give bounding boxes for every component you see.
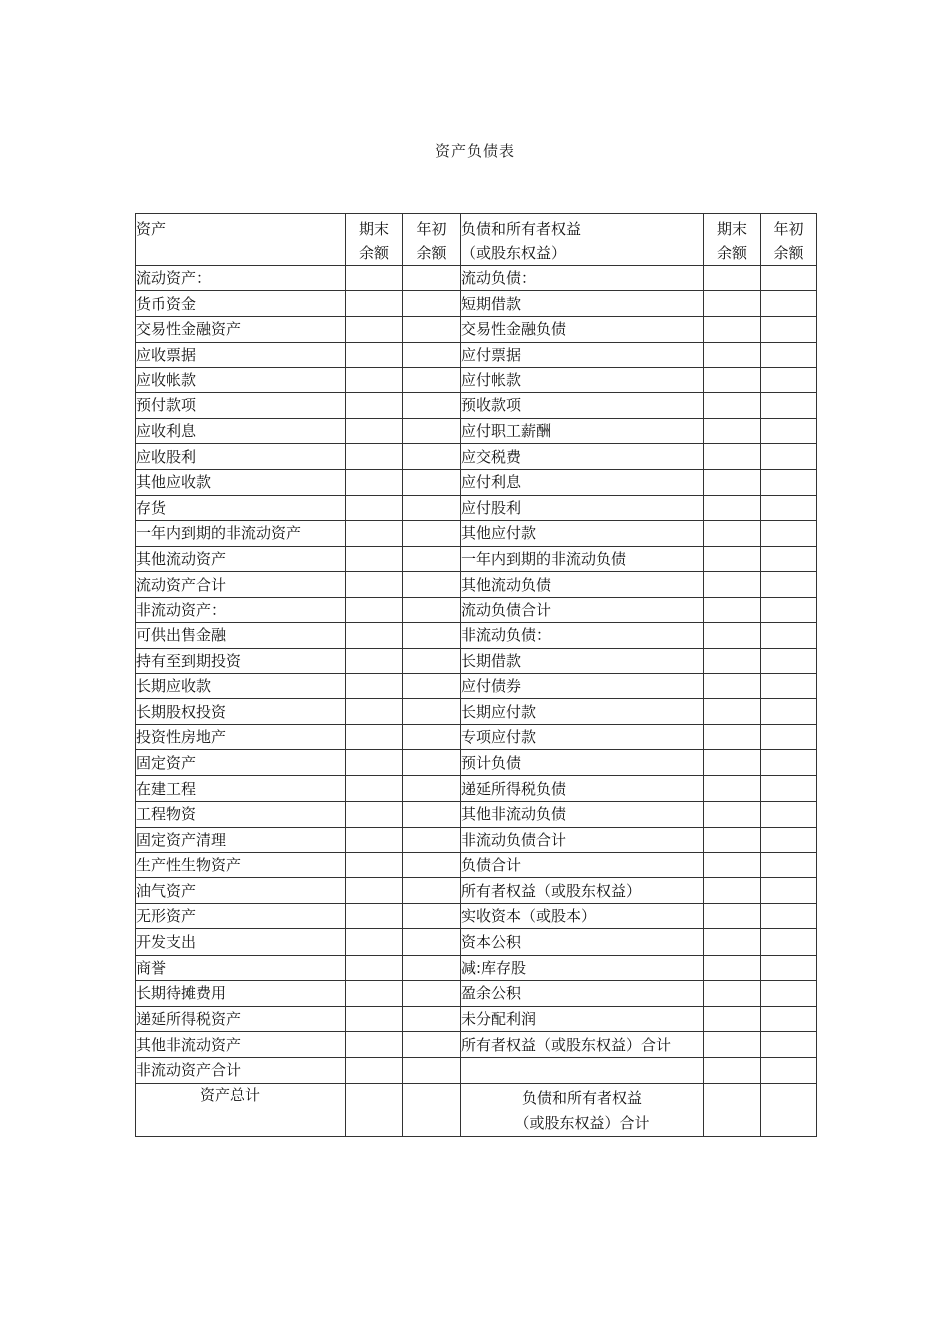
asset-begin-balance-cell[interactable] [403,673,461,698]
liability-end-balance-cell[interactable] [704,801,761,827]
liability-end-balance-cell[interactable] [704,572,761,598]
asset-begin-balance-cell[interactable] [403,470,461,495]
table-row [136,1058,817,1083]
liability-item-label: 其他非流动负债 [461,801,704,827]
table-row [136,801,817,827]
asset-begin-balance-cell[interactable] [403,546,461,571]
liability-begin-balance-cell[interactable] [761,852,817,877]
asset-begin-balance-cell[interactable] [403,392,461,418]
liability-end-balance-cell[interactable] [704,698,761,724]
liability-item-label: 应付利息 [461,470,704,495]
asset-item-label: 交易性金融资产 [136,317,346,342]
asset-item-label: 流动资产合计 [136,572,346,598]
liability-begin-balance-cell[interactable] [761,673,817,698]
liability-item-label: 流动负债合计 [461,598,704,623]
liability-item-label: 所有者权益（或股东权益） [461,878,704,904]
asset-item-label: 其他非流动资产 [136,1032,346,1058]
asset-begin-balance-cell[interactable] [403,598,461,623]
liability-item-label: 递延所得税负债 [461,776,704,801]
liability-begin-balance-cell[interactable] [761,495,817,520]
liability-end-balance-cell[interactable] [704,495,761,520]
asset-begin-balance-cell[interactable] [403,367,461,392]
asset-item-label: 存货 [136,495,346,520]
page-title: 资产负债表 [434,142,515,160]
begin-balance-header: 年初 余额 [403,214,461,266]
liability-end-balance-cell[interactable] [704,904,761,929]
asset-begin-balance-cell[interactable] [403,648,461,673]
table-row [136,419,817,444]
liability-begin-balance-cell[interactable] [761,725,817,750]
total-liabilities-equity-label: 负债和所有者权益 （或股东权益）合计 [461,1083,704,1136]
liability-begin-balance-cell[interactable] [761,776,817,801]
table-row [136,367,817,392]
asset-begin-balance-cell[interactable] [403,419,461,444]
table-row [136,852,817,877]
asset-begin-balance-cell[interactable] [403,878,461,904]
asset-begin-balance-cell[interactable] [403,776,461,801]
asset-begin-balance-cell[interactable] [403,980,461,1006]
liability-end-balance-cell[interactable] [704,955,761,980]
asset-item-label: 货币资金 [136,291,346,317]
liability-item-label: 交易性金融负债 [461,317,704,342]
asset-end-balance-cell[interactable] [346,1006,403,1031]
liability-end-balance-cell[interactable] [704,1032,761,1058]
liability-end-balance-cell[interactable] [704,520,761,546]
liability-end-balance-cell[interactable] [704,546,761,571]
liability-begin-balance-cell[interactable] [761,698,817,724]
asset-begin-balance-cell[interactable] [403,929,461,955]
asset-end-balance-cell[interactable] [346,827,403,852]
asset-item-label: 应收利息 [136,419,346,444]
table-row [136,904,817,929]
asset-begin-balance-cell[interactable] [403,266,461,291]
asset-end-balance-cell[interactable] [346,698,403,724]
liability-item-label: 应付帐款 [461,367,704,392]
liability-item-label: 应付职工薪酬 [461,419,704,444]
liability-end-balance-cell[interactable] [704,827,761,852]
liability-item-label: 长期借款 [461,648,704,673]
total-liabilities-equity-begin[interactable] [761,1083,817,1136]
table-row [136,546,817,571]
asset-item-label: 其他应收款 [136,470,346,495]
asset-end-balance-cell[interactable] [346,878,403,904]
asset-end-balance-cell[interactable] [346,725,403,750]
asset-item-label: 工程物资 [136,801,346,827]
asset-end-balance-cell[interactable] [346,546,403,571]
asset-item-label: 非流动资产： [136,598,346,623]
table-row [136,342,817,367]
asset-item-label: 无形资产 [136,904,346,929]
asset-begin-balance-cell[interactable] [403,1006,461,1031]
asset-end-balance-cell[interactable] [346,444,403,470]
asset-end-balance-cell[interactable] [346,852,403,877]
asset-begin-balance-cell[interactable] [403,801,461,827]
liability-end-balance-cell[interactable] [704,852,761,877]
liability-item-label: 应付债券 [461,673,704,698]
liabilities-equity-header: 负债和所有者权益 （或股东权益） [461,214,704,266]
end-balance-header-right: 期末 余额 [704,214,761,266]
liability-begin-balance-cell[interactable] [761,342,817,367]
asset-begin-balance-cell[interactable] [403,698,461,724]
table-row [136,827,817,852]
asset-end-balance-cell[interactable] [346,266,403,291]
liability-end-balance-cell[interactable] [704,392,761,418]
liability-begin-balance-cell[interactable] [761,1058,817,1083]
liability-end-balance-cell[interactable] [704,878,761,904]
liability-begin-balance-cell[interactable] [761,1006,817,1031]
table-row [136,1006,817,1031]
asset-begin-balance-cell[interactable] [403,955,461,980]
liability-item-label: 所有者权益（或股东权益）合计 [461,1032,704,1058]
table-row [136,1032,817,1058]
table-row [136,266,817,291]
liability-item-label: 非流动负债合计 [461,827,704,852]
table-row [136,698,817,724]
table-row [136,392,817,418]
liability-begin-balance-cell[interactable] [761,546,817,571]
liability-item-label: 盈余公积 [461,980,704,1006]
liability-end-balance-cell[interactable] [704,623,761,648]
asset-item-label: 生产性生物资产 [136,852,346,877]
balance-sheet-table [135,213,817,1137]
liability-end-balance-cell[interactable] [704,1058,761,1083]
liability-end-balance-cell[interactable] [704,980,761,1006]
liability-item-label [461,1058,704,1083]
table-row [136,776,817,801]
liability-begin-balance-cell[interactable] [761,598,817,623]
liability-item-label: 应付票据 [461,342,704,367]
liability-end-balance-cell[interactable] [704,673,761,698]
asset-item-label: 可供出售金融 [136,623,346,648]
liability-begin-balance-cell[interactable] [761,980,817,1006]
asset-begin-balance-cell[interactable] [403,827,461,852]
asset-begin-balance-cell[interactable] [403,725,461,750]
asset-item-label: 流动资产： [136,266,346,291]
begin-balance-header-right: 年初 余额 [761,214,817,266]
liability-item-label: 负债合计 [461,852,704,877]
asset-end-balance-cell[interactable] [346,801,403,827]
asset-item-label: 预付款项 [136,392,346,418]
asset-begin-balance-cell[interactable] [403,291,461,317]
table-row [136,444,817,470]
liability-begin-balance-cell[interactable] [761,878,817,904]
asset-item-label: 一年内到期的非流动资产 [136,520,346,546]
asset-item-label: 其他流动资产 [136,546,346,571]
asset-end-balance-cell[interactable] [346,342,403,367]
asset-begin-balance-cell[interactable] [403,750,461,776]
liability-begin-balance-cell[interactable] [761,266,817,291]
liability-item-label: 实收资本（或股本） [461,904,704,929]
table-row [136,520,817,546]
total-assets-begin[interactable] [403,1083,461,1136]
total-assets-label: 资产总计 [136,1083,346,1136]
asset-end-balance-cell[interactable] [346,419,403,444]
asset-end-balance-cell[interactable] [346,1058,403,1083]
asset-begin-balance-cell[interactable] [403,572,461,598]
liability-begin-balance-cell[interactable] [761,419,817,444]
asset-item-label: 油气资产 [136,878,346,904]
liability-end-balance-cell[interactable] [704,1006,761,1031]
liability-end-balance-cell[interactable] [704,419,761,444]
asset-end-balance-cell[interactable] [346,392,403,418]
asset-item-label: 应收股利 [136,444,346,470]
table-row [136,725,817,750]
asset-begin-balance-cell[interactable] [403,1032,461,1058]
asset-end-balance-cell[interactable] [346,776,403,801]
liability-end-balance-cell[interactable] [704,266,761,291]
liability-end-balance-cell[interactable] [704,444,761,470]
liability-begin-balance-cell[interactable] [761,572,817,598]
liability-item-label: 其他流动负债 [461,572,704,598]
liability-item-label: 减:库存股 [461,955,704,980]
asset-item-label: 持有至到期投资 [136,648,346,673]
liability-begin-balance-cell[interactable] [761,317,817,342]
table-row [136,750,817,776]
asset-item-label: 长期待摊费用 [136,980,346,1006]
liability-begin-balance-cell[interactable] [761,520,817,546]
liability-end-balance-cell[interactable] [704,750,761,776]
asset-begin-balance-cell[interactable] [403,342,461,367]
table-row [136,623,817,648]
liability-end-balance-cell[interactable] [704,470,761,495]
liability-begin-balance-cell[interactable] [761,367,817,392]
liability-begin-balance-cell[interactable] [761,750,817,776]
liability-end-balance-cell[interactable] [704,929,761,955]
liability-begin-balance-cell[interactable] [761,470,817,495]
liability-item-label: 一年内到期的非流动负债 [461,546,704,571]
table-row [136,291,817,317]
table-row [136,955,817,980]
asset-end-balance-cell[interactable] [346,623,403,648]
liability-item-label: 预收款项 [461,392,704,418]
liability-item-label: 应交税费 [461,444,704,470]
liability-item-label: 其他应付款 [461,520,704,546]
liability-begin-balance-cell[interactable] [761,444,817,470]
asset-item-label: 开发支出 [136,929,346,955]
asset-begin-balance-cell[interactable] [403,495,461,520]
liability-item-label: 预计负债 [461,750,704,776]
asset-item-label: 长期股权投资 [136,698,346,724]
asset-end-balance-cell[interactable] [346,598,403,623]
asset-end-balance-cell[interactable] [346,470,403,495]
asset-begin-balance-cell[interactable] [403,444,461,470]
header-row [136,214,817,266]
asset-item-label: 长期应收款 [136,673,346,698]
table-row [136,470,817,495]
asset-begin-balance-cell[interactable] [403,623,461,648]
liability-item-label: 专项应付款 [461,725,704,750]
asset-end-balance-cell[interactable] [346,673,403,698]
asset-begin-balance-cell[interactable] [403,317,461,342]
table-row [136,495,817,520]
table-row [136,648,817,673]
asset-end-balance-cell[interactable] [346,1032,403,1058]
asset-end-balance-cell[interactable] [346,495,403,520]
liability-begin-balance-cell[interactable] [761,1032,817,1058]
assets-header: 资产 [136,214,346,266]
liability-end-balance-cell[interactable] [704,648,761,673]
asset-end-balance-cell[interactable] [346,520,403,546]
liability-begin-balance-cell[interactable] [761,648,817,673]
asset-begin-balance-cell[interactable] [403,1058,461,1083]
liability-begin-balance-cell[interactable] [761,929,817,955]
liability-end-balance-cell[interactable] [704,317,761,342]
table-row [136,929,817,955]
liability-item-label: 非流动负债： [461,623,704,648]
table-row [136,317,817,342]
asset-end-balance-cell[interactable] [346,572,403,598]
liability-end-balance-cell[interactable] [704,342,761,367]
asset-end-balance-cell[interactable] [346,750,403,776]
asset-end-balance-cell[interactable] [346,980,403,1006]
asset-item-label: 投资性房地产 [136,725,346,750]
asset-end-balance-cell[interactable] [346,929,403,955]
liability-item-label: 应付股利 [461,495,704,520]
end-balance-header: 期末 余额 [346,214,403,266]
liability-begin-balance-cell[interactable] [761,291,817,317]
total-assets-end[interactable] [346,1083,403,1136]
liability-item-label: 资本公积 [461,929,704,955]
table-row [136,878,817,904]
table-row [136,572,817,598]
liability-begin-balance-cell[interactable] [761,392,817,418]
asset-item-label: 应收帐款 [136,367,346,392]
asset-item-label: 非流动资产合计 [136,1058,346,1083]
total-liabilities-equity-end[interactable] [704,1083,761,1136]
liability-item-label: 流动负债： [461,266,704,291]
liability-end-balance-cell[interactable] [704,776,761,801]
asset-begin-balance-cell[interactable] [403,904,461,929]
liability-end-balance-cell[interactable] [704,598,761,623]
asset-begin-balance-cell[interactable] [403,852,461,877]
liability-begin-balance-cell[interactable] [761,955,817,980]
liability-end-balance-cell[interactable] [704,291,761,317]
total-row [136,1083,817,1136]
liability-begin-balance-cell[interactable] [761,623,817,648]
asset-end-balance-cell[interactable] [346,648,403,673]
asset-end-balance-cell[interactable] [346,904,403,929]
liability-item-label: 短期借款 [461,291,704,317]
asset-item-label: 固定资产 [136,750,346,776]
liability-begin-balance-cell[interactable] [761,904,817,929]
asset-begin-balance-cell[interactable] [403,520,461,546]
liability-begin-balance-cell[interactable] [761,801,817,827]
asset-end-balance-cell[interactable] [346,317,403,342]
asset-item-label: 递延所得税资产 [136,1006,346,1031]
liability-end-balance-cell[interactable] [704,725,761,750]
asset-end-balance-cell[interactable] [346,367,403,392]
asset-end-balance-cell[interactable] [346,955,403,980]
asset-item-label: 在建工程 [136,776,346,801]
liability-item-label: 长期应付款 [461,698,704,724]
asset-item-label: 固定资产清理 [136,827,346,852]
liability-begin-balance-cell[interactable] [761,827,817,852]
asset-item-label: 商誉 [136,955,346,980]
table-row [136,598,817,623]
table-row [136,673,817,698]
liability-item-label: 未分配利润 [461,1006,704,1031]
asset-item-label: 应收票据 [136,342,346,367]
asset-end-balance-cell[interactable] [346,291,403,317]
table-row [136,980,817,1006]
liability-end-balance-cell[interactable] [704,367,761,392]
